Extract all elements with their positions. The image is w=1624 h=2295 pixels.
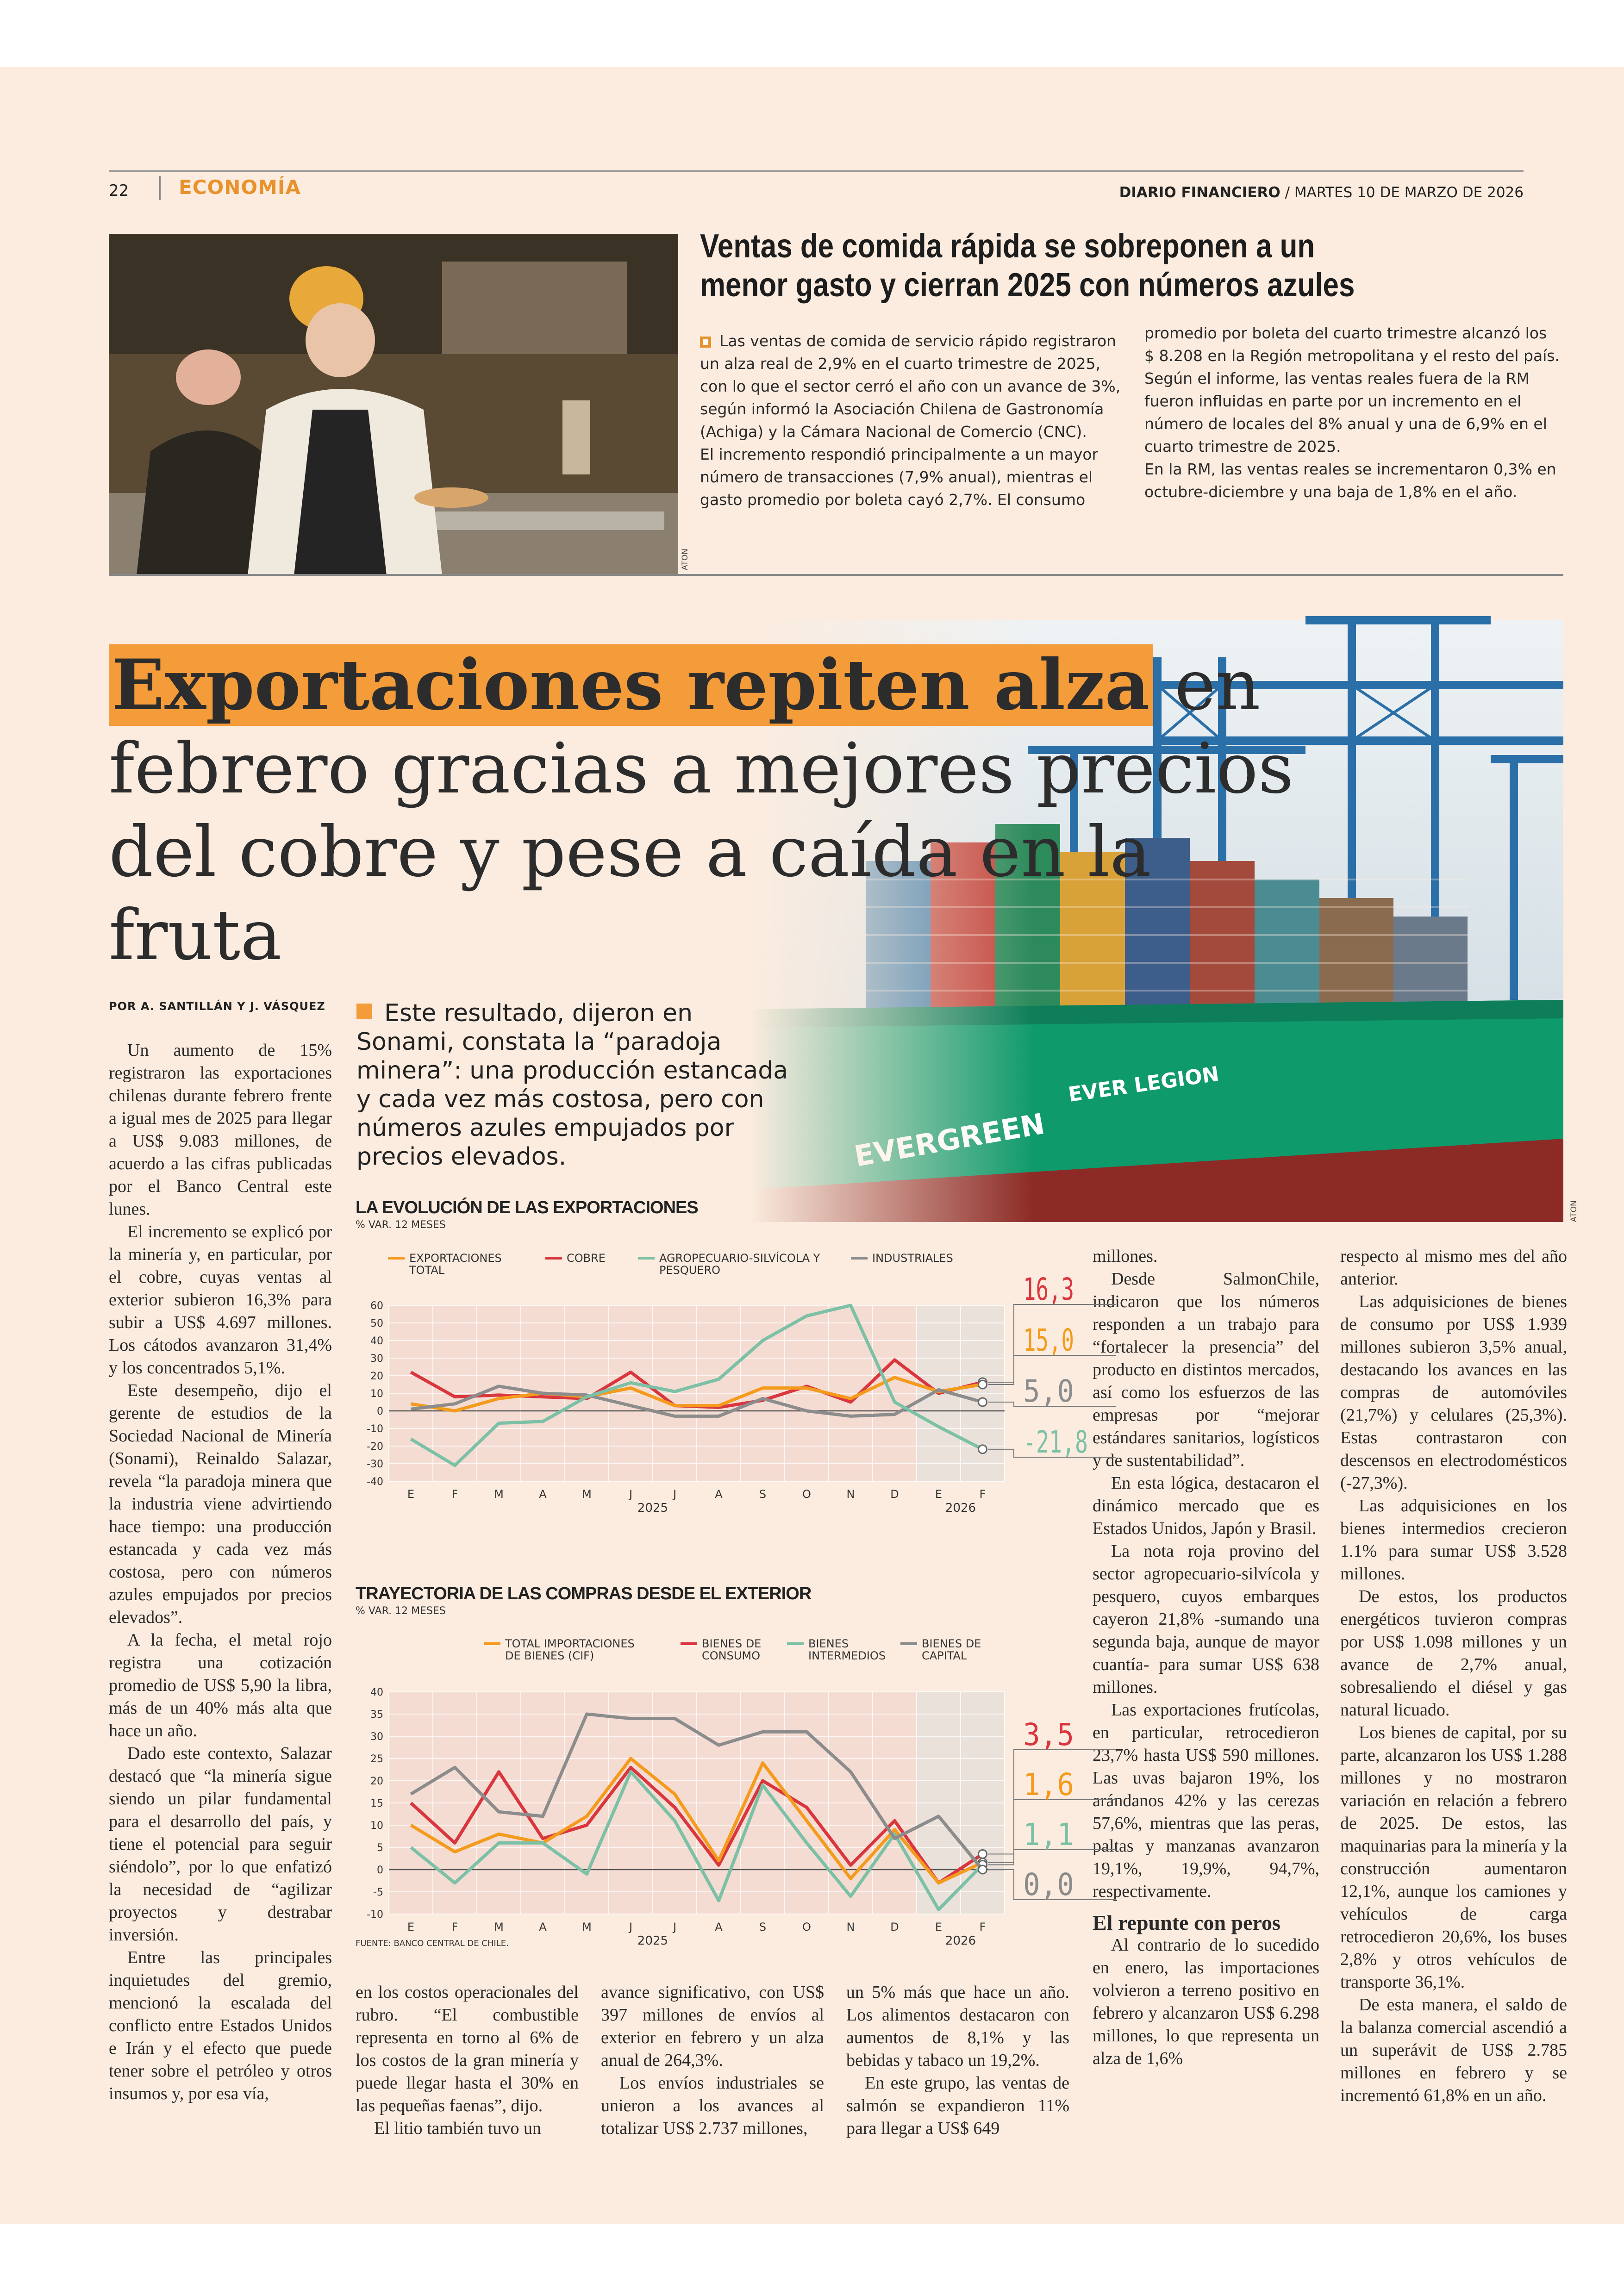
- issue-date: / MARTES 10 DE MARZO DE 2026: [1285, 184, 1524, 201]
- x-tick-label: N: [846, 1488, 855, 1501]
- paragraph: Entre las principales inquietudes del gremio, mencionó la escalada del conflicto entre Estados Unidos e Irán y el efecto que puede tener sobre el petróleo y otros insumos y, por esa vía,: [109, 1948, 332, 2103]
- x-tick-label: F: [451, 1921, 458, 1933]
- y-tick-label: -30: [367, 1459, 383, 1470]
- y-tick-label: -20: [367, 1441, 383, 1453]
- paragraph: en los costos operacionales del rubro. “El combustible representa en torno al 6% de los costos de la gran minería y puede llegar hasta el 30% en las pequeñas faenas”, dijo.: [356, 1983, 579, 2115]
- paragraph: En este grupo, las ventas de salmón se expandieron 11% para llegar a US$ 649: [846, 2073, 1069, 2138]
- paragraph: El incremento se explicó por la minería y, en particular, por el cobre, cuyas ventas al exterior subieron 16,3% para subir a US$ 4.697 millones. Los cátodos avanzaron 31,4% y los concentrados 5,1%.: [109, 1222, 332, 1378]
- paragraph: A la fecha, el metal rojo registra una cotización promedio de US$ 5,90 la libra, más de un 40% más alta que hace un año.: [109, 1630, 332, 1740]
- y-tick-label: 10: [370, 1388, 383, 1400]
- brief-paragraph: El incremento respondió principalmente a un mayor número de transacciones (7,9% anual), mientras el gasto promedio por boleta cayó 2,7%. El consumo: [700, 445, 1099, 509]
- paragraph: Las exportaciones frutícolas, en particular, retrocedieron 23,7% hasta US$ 590 millones. Las uvas bajaron 19%, los arándanos 42% y las cerezas 57,6%, mientras que las peras, paltas y manzanas avanzaron 19,1%, 19,9%, 94,7%, respectivamente.: [1093, 1700, 1319, 1901]
- imports-chart: [352, 1662, 1083, 1963]
- paragraph: respecto al mismo mes del año anterior.: [1340, 1247, 1567, 1289]
- paragraph: De esta manera, el saldo de la balanza comercial ascendió a un superávit de US$ 2.785 millones en febrero y se incrementó 61,8% en un año.: [1340, 1995, 1567, 2105]
- paragraph: Las adquisiciones de bienes de consumo por US$ 1.939 millones subieron 3,5% anual, destacando los avances en las compras de automóviles (21,7%) y celulares (25,3%). Estas contrastaron con descensos en electrodomésticos (-27,3%).: [1340, 1292, 1567, 1493]
- paragraph: Al contrario de lo sucedido en enero, las importaciones volvieron a terreno positivo en febrero y alcanzaron US$ 6.298 millones, lo que representa un alza de 1,6%: [1093, 1935, 1319, 2068]
- headline-line-1: Exportaciones repiten alza en: [109, 643, 1312, 727]
- year-label: 2026: [945, 1934, 976, 1948]
- x-tick-label: J: [629, 1921, 633, 1933]
- article-column-3: [601, 1981, 824, 2140]
- y-tick-label: 25: [370, 1753, 383, 1765]
- fast-food-photo-illustration: [109, 234, 678, 575]
- legend-swatch: [681, 1642, 697, 1645]
- headline-line-3: del cobre y pese a caída en la fruta: [109, 812, 1151, 976]
- y-tick-label: -40: [367, 1476, 383, 1488]
- brief-photo-credit: ATON: [681, 549, 690, 570]
- paragraph: Los envíos industriales se unieron a los avances al totalizar US$ 2.737 millones,: [601, 2073, 824, 2138]
- paragraph: Dado este contexto, Salazar destacó que “la minería sigue siendo un pilar fundamental para el desarrollo del país, y tiene el potencial para seguir siéndolo”, por lo que enfatizó la necesidad de “agilizar proyectos y destrabar inversión.: [109, 1744, 332, 1945]
- article-column-1: [109, 1039, 332, 2105]
- x-tick-label: F: [451, 1488, 458, 1501]
- y-tick-label: 30: [370, 1731, 383, 1743]
- paragraph: En esta lógica, destacaron el dinámico mercado que es Estados Unidos, Japón y Brasil.: [1093, 1473, 1319, 1538]
- byline: POR A. SANTILLÁN Y J. VÁSQUEZ: [109, 1000, 325, 1013]
- legend-swatch: [545, 1257, 562, 1260]
- year-label: 2026: [945, 1501, 976, 1515]
- brief-column-2: [1144, 322, 1561, 503]
- brief-headline: Ventas de comida rápida se sobreponen a un menor gasto y cierran 2025 con números azules: [700, 228, 1355, 304]
- chart1-subtitle: % VAR. 12 MESES: [356, 1219, 446, 1231]
- y-tick-label: -10: [367, 1909, 383, 1921]
- series-end-point: [979, 1398, 987, 1406]
- x-tick-label: J: [629, 1488, 633, 1501]
- brief-paragraph: En la RM, las ventas reales se incrementaron 0,3% en octubre-diciembre y una baja de 1,8% en el año.: [1144, 460, 1556, 501]
- paragraph: un 5% más que hace un año. Los alimentos destacaron con aumentos de 8,1% y las bebidas y tabaco un 19,2%.: [846, 1983, 1069, 2070]
- paragraph: millones.: [1093, 1247, 1158, 1266]
- article-column-5: [1093, 1245, 1319, 2070]
- bullet-icon: [700, 337, 711, 348]
- x-tick-label: A: [539, 1921, 547, 1933]
- x-tick-label: N: [846, 1921, 855, 1933]
- exports-chart: [352, 1272, 1088, 1565]
- header-rule: [109, 170, 1524, 172]
- section-rule: [109, 574, 1563, 576]
- paragraph: avance significativo, con US$ 397 millones de envíos al exterior en febrero y un alza anual de 264,3%.: [601, 1983, 824, 2070]
- series-end-point: [979, 1445, 987, 1453]
- section-name: ECONOMÍA: [179, 176, 301, 199]
- y-tick-label: 40: [370, 1335, 383, 1347]
- x-tick-label: J: [673, 1921, 677, 1933]
- paragraph: El litio también tuvo un: [374, 2119, 541, 2138]
- legend-swatch: [638, 1257, 655, 1260]
- paragraph: La nota roja provino del sector agropecuario-silvícola y pesquero, cuyos embarques cayeron 21,8% -sumando una segunda baja, aunque de mayor cuantía- para sumar US$ 638 millones.: [1093, 1541, 1319, 1697]
- series-end-point: [979, 1865, 987, 1874]
- legend-swatch: [787, 1642, 804, 1645]
- x-tick-label: E: [407, 1921, 415, 1933]
- x-tick-label: F: [979, 1921, 986, 1933]
- paragraph: Desde SalmonChile, indicaron que los números responden a un trabajo para “fortalecer la presencia” del producto en distintos mercados, así como los esfuerzos de las empresas por “mejorar estándares sanitarios, logísticos y de sustentabilidad”.: [1093, 1269, 1319, 1470]
- x-tick-label: F: [979, 1488, 986, 1501]
- y-tick-label: 20: [370, 1776, 383, 1787]
- end-value-label: 1,6: [1023, 1767, 1074, 1802]
- fast-food-photo: [109, 234, 678, 575]
- page-number: 22: [109, 181, 129, 200]
- chart-source: FUENTE: BANCO CENTRAL DE CHILE.: [356, 1939, 509, 1948]
- legend-swatch: [851, 1257, 868, 1260]
- masthead: [1119, 184, 1524, 201]
- x-tick-label: M: [494, 1488, 504, 1501]
- chart2-title: TRAYECTORIA DE LAS COMPRAS DESDE EL EXTERIOR: [356, 1584, 812, 1603]
- x-tick-label: E: [407, 1488, 415, 1501]
- paragraph: Un aumento de 15% registraron las exportaciones chilenas durante febrero frente a igual mes de 2025 para llegar a US$ 9.083 millones, de acuerdo a las cifras publicadas por el Banco Central este lunes.: [109, 1041, 332, 1219]
- legend-swatch: [388, 1257, 405, 1260]
- end-value-label: -21,8: [1023, 1424, 1088, 1460]
- paragraph: Las adquisiciones en los bienes intermedios crecieron 1.1% para sumar US$ 3.528 millones.: [1340, 1496, 1567, 1584]
- y-tick-label: 15: [370, 1798, 383, 1809]
- y-tick-label: 35: [370, 1709, 383, 1721]
- end-value-label: 15,0: [1023, 1322, 1074, 1358]
- legend-swatch: [900, 1642, 917, 1645]
- chart2-subtitle: % VAR. 12 MESES: [356, 1605, 446, 1617]
- paragraph: Los bienes de capital, por su parte, alcanzaron los US$ 1.288 millones y no mostraron variación en relación a febrero de 2025. De estos, las maquinarias para la minería y la construcción aumentaron 12,1%, aunque los camiones y vehículos de carga retrocedieron 20,6%, los buses 2,8% y otros vehículos de transporte 36,1%.: [1340, 1723, 1567, 1992]
- x-tick-label: A: [539, 1488, 547, 1501]
- x-tick-label: M: [582, 1488, 592, 1501]
- x-tick-label: A: [715, 1488, 723, 1501]
- lede: Este resultado, dijeron en Sonami, constata la “paradoja minera”: una producción estancada y cada vez más costosa, pero con números azules empujados por precios elevados.: [356, 999, 788, 1171]
- brief-paragraph: Las ventas de comida de servicio rápido registraron un alza real de 2,9% en el cuarto trimestre de 2025, con lo que el sector cerró el año con un avance de 3%, según informó la Asociación Chilena de Gastronomía (Achiga) y la Cámara Nacional de Comercio (CNC).: [700, 332, 1121, 441]
- year-label: 2025: [637, 1501, 668, 1515]
- y-tick-label: 30: [370, 1353, 383, 1365]
- brief-column-1: [700, 330, 1126, 511]
- series-end-point: [979, 1380, 987, 1389]
- end-value-label: 1,1: [1023, 1817, 1074, 1852]
- paragraph: Este desempeño, dijo el gerente de estudios de la Sociedad Nacional de Minería (Sonami), Reinaldo Salazar, revela “la paradoja minera que la industria viene advirtiendo hace tiempo: una producción estancada y cada vez más costosa, pero con números azules empujados por precios elevados”.: [109, 1381, 332, 1627]
- year-label: 2025: [637, 1934, 668, 1948]
- y-tick-label: -5: [373, 1887, 383, 1898]
- x-tick-label: A: [715, 1921, 723, 1933]
- header-divider: [159, 176, 161, 200]
- x-tick-label: S: [759, 1488, 767, 1501]
- x-tick-label: M: [582, 1921, 592, 1933]
- x-tick-label: D: [890, 1488, 899, 1501]
- y-tick-label: 10: [370, 1820, 383, 1832]
- series-end-point: [979, 1850, 987, 1858]
- x-tick-label: S: [759, 1921, 767, 1933]
- end-value-label: 16,3: [1023, 1272, 1074, 1307]
- x-tick-label: J: [673, 1488, 677, 1501]
- x-tick-label: O: [802, 1921, 811, 1933]
- x-tick-label: E: [935, 1921, 943, 1933]
- lede-square-icon: [356, 1004, 372, 1019]
- x-tick-label: E: [935, 1488, 943, 1501]
- x-tick-label: O: [802, 1488, 811, 1501]
- paragraph: De estos, los productos energéticos tuvieron compras por US$ 1.098 millones y un avance de 2,7% anual, sobresaliendo el diésel y gas natural licuado.: [1340, 1587, 1567, 1720]
- y-tick-label: -10: [367, 1423, 383, 1435]
- headline-highlight: Exportaciones repiten alza: [109, 644, 1153, 726]
- paper-name: DIARIO FINANCIERO: [1119, 184, 1280, 201]
- y-tick-label: 60: [370, 1300, 383, 1312]
- y-tick-label: 20: [370, 1371, 383, 1382]
- x-tick-label: M: [494, 1921, 504, 1933]
- chart1-title: LA EVOLUCIÓN DE LAS EXPORTACIONES: [356, 1198, 698, 1217]
- x-tick-label: D: [890, 1921, 899, 1933]
- y-tick-label: 50: [370, 1318, 383, 1329]
- brief-paragraph: promedio por boleta del cuarto trimestre alcanzó los $ 8.208 en la Región metropolitana y el resto del país.: [1144, 324, 1560, 365]
- y-tick-label: 0: [377, 1865, 383, 1876]
- article-column-6: [1340, 1245, 1567, 2107]
- brief-paragraph: Según el informe, las ventas reales fuera de la RM fueron influidas en parte por un incremento en el número de locales del 8% anual y una de 6,9% en el cuarto trimestre de 2025.: [1144, 369, 1547, 455]
- end-value-label: 3,5: [1023, 1717, 1074, 1752]
- end-value-label: 5,0: [1023, 1373, 1074, 1409]
- article-column-4: [846, 1981, 1069, 2140]
- y-tick-label: 0: [377, 1406, 383, 1417]
- y-tick-label: 40: [370, 1687, 383, 1698]
- end-value-label: 0,0: [1023, 1867, 1074, 1902]
- main-photo-credit: ATON: [1569, 1200, 1579, 1222]
- headline-line-2: febrero gracias a mejores precios: [109, 729, 1294, 809]
- article-column-2: [356, 1981, 579, 2140]
- y-tick-label: 5: [377, 1842, 383, 1854]
- main-headline: [109, 643, 1312, 977]
- legend-swatch: [484, 1642, 500, 1645]
- subhead: El repunte con peros: [1093, 1911, 1280, 1934]
